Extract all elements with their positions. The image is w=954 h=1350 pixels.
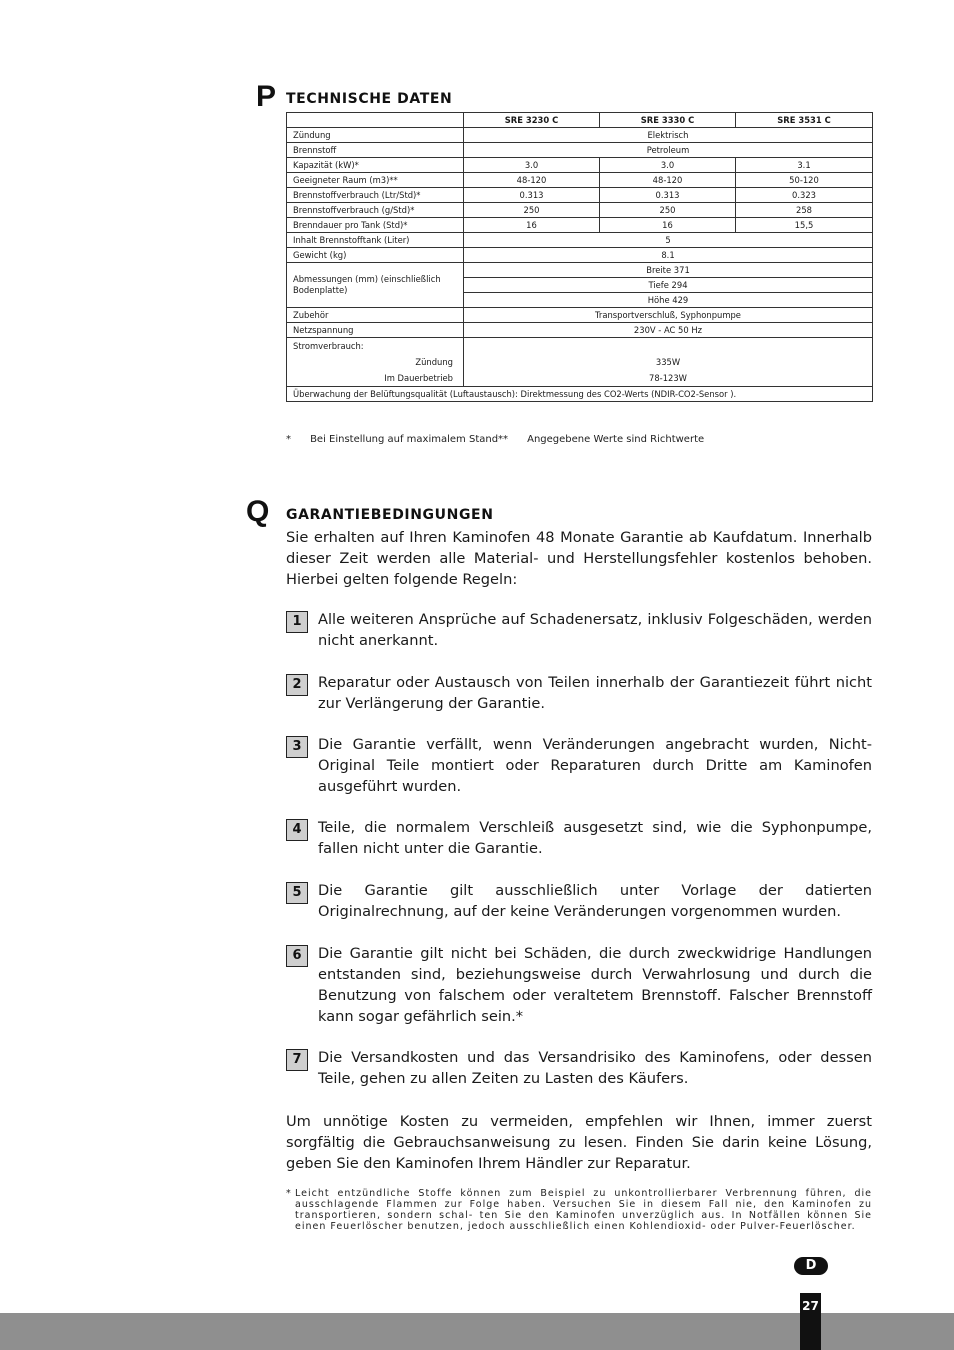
strom-label: Stromverbrauch: [293, 341, 364, 351]
closing-paragraph: Um unnötige Kosten zu vermeiden, empfehlen wir Ihnen, immer zuerst sorgfältig die Gebrauchsanweisung zu lesen. Finden Sie darin keine Lösung, geben Sie den Kaminofen Ihrem Händler zur Reparatur. [286, 1113, 872, 1172]
table-row [287, 338, 873, 387]
row-value-strom [464, 338, 873, 387]
list-item [286, 672, 872, 714]
table-footnote: * Bei Einstellung auf maximalem Stand** Angegebene Werte sind Richtwerte [286, 434, 705, 445]
item-number: 2 [286, 674, 308, 696]
item-number: 5 [286, 882, 308, 904]
row-value: 250 [464, 203, 600, 218]
page-number: 27 [800, 1293, 821, 1350]
item-number: 7 [286, 1049, 308, 1071]
row-value: Petroleum [464, 143, 873, 158]
table-row [287, 203, 873, 218]
row-value: Höhe 429 [464, 293, 873, 308]
table-row [287, 143, 873, 158]
intro-paragraph: Sie erhalten auf Ihren Kaminofen 48 Monate Garantie ab Kaufdatum. Innerhalb dieser Zeit werden alle Material- und Herstellungsfehler kostenlos behoben. Hierbei gelten folgende Regeln: [286, 529, 872, 588]
strom-sub-dauerbetrieb: Im Dauerbetrieb [384, 373, 453, 383]
item-text: Alle weiteren Ansprüche auf Schadenersatz, inklusiv Folgeschäden, werden nicht anerkannt. [318, 611, 872, 649]
column-header: SRE 3230 C [464, 113, 600, 128]
section-title-technische-daten: TECHNISCHE DATEN [286, 91, 453, 107]
list-item [286, 734, 872, 797]
row-label: Kapazität (kW)* [287, 158, 464, 173]
section-letter-q: Q [246, 495, 270, 528]
item-text: Die Garantie gilt nicht bei Schäden, die durch zweckwidrige Handlungen entstanden sind, beziehungsweise durch Verwahrlosung und durch die Benutzung von falschem oder veraltetem Brennstoff. Falscher Brennstoff kann sogar gefährlich sein.* [318, 945, 872, 1025]
row-value: 16 [600, 218, 736, 233]
footnote-star: * [286, 1188, 292, 1199]
spec-table [286, 112, 873, 402]
table-row [287, 173, 873, 188]
row-value: Elektrisch [464, 128, 873, 143]
table-row [287, 387, 873, 402]
row-value: 258 [736, 203, 873, 218]
item-number: 3 [286, 736, 308, 758]
table-row [287, 233, 873, 248]
row-label: Brennstoffverbrauch (Ltr/Std)* [287, 188, 464, 203]
row-value: 15,5 [736, 218, 873, 233]
row-value: 50-120 [736, 173, 873, 188]
section-letter-p: P [256, 80, 277, 113]
item-number: 6 [286, 945, 308, 967]
table-row [287, 248, 873, 263]
item-text: Teile, die normalem Verschleiß ausgesetzt sind, wie die Syphonpumpe, fallen nicht unter die Garantie. [318, 819, 872, 857]
row-label: Abmessungen (mm) (einschließlich Bodenplatte) [287, 263, 464, 308]
section-title-garantiebedingungen: GARANTIEBEDINGUNGEN [286, 507, 494, 523]
list-item [286, 880, 872, 922]
row-label: Netzspannung [287, 323, 464, 338]
row-value: 0.313 [600, 188, 736, 203]
item-text: Reparatur oder Austausch von Teilen innerhalb der Garantiezeit führt nicht zur Verlängerung der Garantie. [318, 674, 872, 712]
safety-footnote [286, 1188, 872, 1232]
footnote-text: Leicht entzündliche Stoffe können zum Beispiel zu unkontrollierbarer Verbrennung führen, die ausschlagende Flammen zur Folge haben. Versuchen Sie in diesem Fall nie, den Kaminofen zu transportieren, sondern schal- ten Sie den Kaminofen unverzüglich aus. In Notfällen können Sie einen Feuerlöscher benutzen, jedoch ausschließlich einen Kohlendioxid- oder Pulver-Feuerlöscher. [295, 1188, 872, 1232]
row-value: 3.0 [600, 158, 736, 173]
table-row [287, 308, 873, 323]
row-value: Transportverschluß, Syphonpumpe [464, 308, 873, 323]
row-value: 0.313 [464, 188, 600, 203]
row-label: Inhalt Brennstofftank (Liter) [287, 233, 464, 248]
item-number: 4 [286, 819, 308, 841]
header-empty [287, 113, 464, 128]
strom-value-zuendung: 335W [655, 357, 681, 367]
row-label: Gewicht (kg) [287, 248, 464, 263]
row-value: 0.323 [736, 188, 873, 203]
row-label: Zündung [287, 128, 464, 143]
item-text: Die Garantie verfällt, wenn Veränderungen angebracht wurden, Nicht- Original Teile montiert oder Reparaturen durch Dritte am Kaminofen ausgeführt wurden. [318, 736, 872, 795]
row-value: 5 [464, 233, 873, 248]
row-value: 16 [464, 218, 600, 233]
row-value: Tiefe 294 [464, 278, 873, 293]
row-label: Brennstoff [287, 143, 464, 158]
table-row [287, 188, 873, 203]
column-header: SRE 3531 C [736, 113, 873, 128]
row-label: Zubehör [287, 308, 464, 323]
table-header-row [287, 113, 873, 128]
table-row [287, 128, 873, 143]
row-value: Breite 371 [464, 263, 873, 278]
table-row [287, 218, 873, 233]
list-item [286, 817, 872, 859]
row-label: Brennstoffverbrauch (g/Std)* [287, 203, 464, 218]
item-text: Die Versandkosten und das Versandrisiko des Kaminofens, oder dessen Teile, gehen zu allen Zeiten zu Lasten des Käufers. [318, 1049, 872, 1087]
strom-sub-zuendung: Zündung [415, 357, 453, 367]
item-number: 1 [286, 611, 308, 633]
list-item [286, 1047, 872, 1089]
strom-value-dauerbetrieb: 78-123W [649, 373, 687, 383]
table-row [287, 263, 873, 278]
row-value: 48-120 [600, 173, 736, 188]
table-row [287, 158, 873, 173]
row-value: 3.1 [736, 158, 873, 173]
row-value: 48-120 [464, 173, 600, 188]
list-item [286, 943, 872, 1027]
row-value: 250 [600, 203, 736, 218]
row-value: 230V - AC 50 Hz [464, 323, 873, 338]
row-full-width: Überwachung der Belüftungsqualität (Luftaustausch): Direktmessung des CO2-Werts (NDIR-CO2-Sensor ). [287, 387, 873, 402]
row-value: 8.1 [464, 248, 873, 263]
language-badge: D [794, 1257, 828, 1275]
item-text: Die Garantie gilt ausschließlich unter Vorlage der datierten Originalrechnung, auf der keine Veränderungen vorgenommen wurden. [318, 882, 872, 920]
list-item [286, 609, 872, 651]
row-label-strom [287, 338, 464, 387]
row-value: 3.0 [464, 158, 600, 173]
column-header: SRE 3330 C [600, 113, 736, 128]
row-label: Brenndauer pro Tank (Std)* [287, 218, 464, 233]
row-label: Geeigneter Raum (m3)** [287, 173, 464, 188]
table-row [287, 323, 873, 338]
